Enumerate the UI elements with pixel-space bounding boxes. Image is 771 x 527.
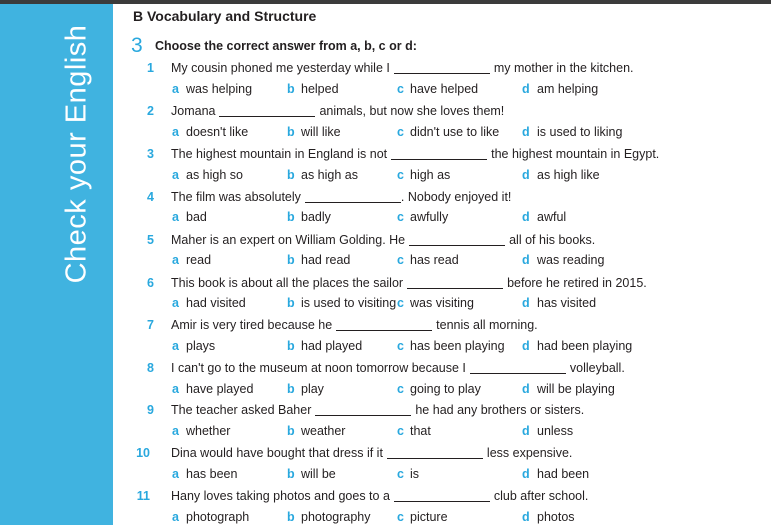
- question-row: [0, 58, 771, 78]
- option-letter[interactable]: a: [172, 382, 179, 396]
- question-text-after: he had any brothers or sisters.: [415, 403, 585, 417]
- question-number: 2: [147, 104, 154, 118]
- option-c[interactable]: has been playing: [410, 339, 505, 353]
- option-c[interactable]: awfully: [410, 210, 449, 224]
- option-letter[interactable]: b: [287, 253, 295, 267]
- option-letter[interactable]: d: [522, 253, 530, 267]
- question-text-before: The film was absolutely: [171, 190, 301, 204]
- question-number: 10: [136, 446, 150, 460]
- option-b[interactable]: had read: [301, 253, 351, 267]
- option-letter[interactable]: c: [397, 510, 404, 524]
- options-row: [0, 250, 771, 270]
- question-text-before: Maher is an expert on William Golding. He: [171, 233, 406, 247]
- option-a[interactable]: as high so: [186, 168, 243, 182]
- question-text-after: animals, but now she loves them!: [319, 104, 505, 118]
- option-c[interactable]: has read: [410, 253, 459, 267]
- option-letter[interactable]: c: [397, 467, 404, 481]
- question-row: [0, 273, 771, 293]
- option-letter[interactable]: a: [172, 210, 179, 224]
- option-letter[interactable]: a: [172, 510, 179, 524]
- answer-blank[interactable]: [394, 72, 490, 74]
- question-number: 4: [147, 190, 154, 204]
- option-letter[interactable]: b: [287, 210, 295, 224]
- answer-blank[interactable]: [409, 244, 505, 246]
- question-text-before: Amir is very tired because he: [171, 318, 333, 332]
- question-row: [0, 230, 771, 250]
- question-text-after: the highest mountain in Egypt.: [491, 147, 660, 161]
- option-letter[interactable]: b: [287, 467, 295, 481]
- option-a[interactable]: have played: [186, 382, 254, 396]
- option-a[interactable]: had visited: [186, 296, 246, 310]
- option-letter[interactable]: c: [397, 382, 404, 396]
- question-number: 3: [147, 147, 154, 161]
- option-letter[interactable]: d: [522, 424, 530, 438]
- option-a[interactable]: plays: [186, 339, 216, 353]
- option-letter[interactable]: a: [172, 339, 179, 353]
- option-letter[interactable]: b: [287, 339, 295, 353]
- question-text-after: before he retired in 2015.: [507, 276, 647, 290]
- option-letter[interactable]: d: [522, 125, 530, 139]
- option-b[interactable]: as high as: [301, 168, 358, 182]
- question-row: [0, 486, 771, 506]
- options-row: [0, 379, 771, 399]
- option-a[interactable]: has been: [186, 467, 238, 481]
- question-row: [0, 400, 771, 420]
- option-letter[interactable]: b: [287, 424, 295, 438]
- option-a[interactable]: photograph: [186, 510, 250, 524]
- option-c[interactable]: going to play: [410, 382, 481, 396]
- question-row: [0, 101, 771, 121]
- option-d[interactable]: as high like: [537, 168, 600, 182]
- option-letter[interactable]: a: [172, 253, 179, 267]
- answer-blank[interactable]: [387, 457, 483, 459]
- answer-blank[interactable]: [394, 500, 490, 502]
- option-letter[interactable]: a: [172, 424, 179, 438]
- question-text-before: The teacher asked Baher: [171, 403, 312, 417]
- option-letter[interactable]: a: [172, 467, 179, 481]
- option-a[interactable]: doesn't like: [186, 125, 249, 139]
- option-d[interactable]: is used to liking: [537, 125, 623, 139]
- answer-blank[interactable]: [219, 115, 315, 117]
- exercise-number: 3: [131, 34, 143, 57]
- question-row: [0, 443, 771, 463]
- option-letter[interactable]: c: [397, 82, 404, 96]
- option-letter[interactable]: d: [522, 510, 530, 524]
- option-letter[interactable]: b: [287, 125, 295, 139]
- option-letter[interactable]: a: [172, 82, 179, 96]
- question-text-after: club after school.: [493, 489, 589, 503]
- option-d[interactable]: photos: [537, 510, 575, 524]
- option-b[interactable]: photography: [301, 510, 371, 524]
- option-letter[interactable]: a: [172, 168, 179, 182]
- exercise-instruction: Choose the correct answer from a, b, c or d:: [155, 39, 417, 53]
- options-row: [0, 122, 771, 142]
- question-text-after: my mother in the kitchen.: [493, 61, 634, 75]
- option-letter[interactable]: d: [522, 210, 530, 224]
- question-text-after: less expensive.: [486, 446, 573, 460]
- option-letter[interactable]: c: [397, 125, 404, 139]
- question-row: [0, 144, 771, 164]
- option-a[interactable]: whether: [186, 424, 231, 438]
- option-letter[interactable]: b: [287, 510, 295, 524]
- option-letter[interactable]: c: [397, 168, 404, 182]
- option-letter[interactable]: a: [172, 296, 179, 310]
- option-b[interactable]: will be: [301, 467, 336, 481]
- options-row: [0, 464, 771, 484]
- option-letter[interactable]: b: [287, 168, 295, 182]
- option-b[interactable]: had played: [301, 339, 363, 353]
- question-text-before: I can't go to the museum at noon tomorrow because I: [171, 361, 466, 375]
- options-row: [0, 293, 771, 313]
- question-text-after: . Nobody enjoyed it!: [400, 190, 512, 204]
- options-row: [0, 336, 771, 356]
- sidebar-title: Check your English: [60, 24, 93, 284]
- answer-blank[interactable]: [315, 414, 411, 416]
- option-c[interactable]: didn't use to like: [410, 125, 500, 139]
- answer-blank[interactable]: [391, 158, 487, 160]
- options-row: [0, 165, 771, 185]
- option-b[interactable]: helped: [301, 82, 339, 96]
- question-text-before: Hany loves taking photos and goes to a: [171, 489, 390, 503]
- option-a[interactable]: bad: [186, 210, 207, 224]
- question-number: 9: [147, 403, 154, 417]
- option-d[interactable]: will be playing: [537, 382, 615, 396]
- question-number: 5: [147, 233, 154, 247]
- option-letter[interactable]: c: [397, 296, 404, 310]
- question-text-before: Dina would have bought that dress if it: [171, 446, 383, 460]
- option-b[interactable]: weather: [301, 424, 346, 438]
- options-row: [0, 507, 771, 527]
- answer-blank[interactable]: [407, 287, 503, 289]
- question-text-after: tennis all morning.: [436, 318, 538, 332]
- option-letter[interactable]: c: [397, 210, 404, 224]
- question-text-before: Jomana: [171, 104, 216, 118]
- option-d[interactable]: unless: [537, 424, 574, 438]
- question-number: 1: [147, 61, 154, 75]
- option-c[interactable]: that: [410, 424, 431, 438]
- option-d[interactable]: was reading: [537, 253, 605, 267]
- question-row: [0, 187, 771, 207]
- option-a[interactable]: read: [186, 253, 212, 267]
- question-row: [0, 358, 771, 378]
- answer-blank[interactable]: [305, 201, 401, 203]
- option-d[interactable]: had been playing: [537, 339, 633, 353]
- option-letter[interactable]: c: [397, 253, 404, 267]
- top-rule: [0, 0, 771, 4]
- question-number: 8: [147, 361, 154, 375]
- option-b[interactable]: badly: [301, 210, 331, 224]
- answer-blank[interactable]: [470, 372, 566, 374]
- option-d[interactable]: am helping: [537, 82, 599, 96]
- option-c[interactable]: have helped: [410, 82, 479, 96]
- option-letter[interactable]: c: [397, 339, 404, 353]
- options-row: [0, 79, 771, 99]
- question-text-before: The highest mountain in England is not: [171, 147, 388, 161]
- option-c[interactable]: is: [410, 467, 420, 481]
- option-b[interactable]: play: [301, 382, 324, 396]
- option-letter[interactable]: a: [172, 125, 179, 139]
- question-text-before: This book is about all the places the sailor: [171, 276, 404, 290]
- option-letter[interactable]: d: [522, 339, 530, 353]
- option-letter[interactable]: d: [522, 168, 530, 182]
- question-number: 7: [147, 318, 154, 332]
- option-letter[interactable]: b: [287, 82, 295, 96]
- options-row: [0, 207, 771, 227]
- option-b[interactable]: will like: [301, 125, 341, 139]
- answer-blank[interactable]: [336, 329, 432, 331]
- question-text-after: volleyball.: [569, 361, 625, 375]
- option-c[interactable]: picture: [410, 510, 448, 524]
- option-letter[interactable]: c: [397, 424, 404, 438]
- option-letter[interactable]: d: [522, 82, 530, 96]
- option-letter[interactable]: b: [287, 296, 295, 310]
- option-a[interactable]: was helping: [186, 82, 253, 96]
- option-d[interactable]: has visited: [537, 296, 597, 310]
- question-row: [0, 315, 771, 335]
- option-c[interactable]: high as: [410, 168, 451, 182]
- option-letter[interactable]: b: [287, 382, 295, 396]
- question-text-after: all of his books.: [509, 233, 596, 247]
- question-number: 11: [136, 489, 150, 503]
- option-letter[interactable]: d: [522, 296, 530, 310]
- section-heading: B Vocabulary and Structure: [133, 8, 317, 24]
- option-letter[interactable]: d: [522, 467, 530, 481]
- option-c[interactable]: was visiting: [410, 296, 474, 310]
- question-text-before: My cousin phoned me yesterday while I: [171, 61, 390, 75]
- option-d[interactable]: had been: [537, 467, 590, 481]
- question-number: 6: [147, 276, 154, 290]
- option-letter[interactable]: d: [522, 382, 530, 396]
- option-d[interactable]: awful: [537, 210, 567, 224]
- options-row: [0, 421, 771, 441]
- option-b[interactable]: is used to visiting: [301, 296, 397, 310]
